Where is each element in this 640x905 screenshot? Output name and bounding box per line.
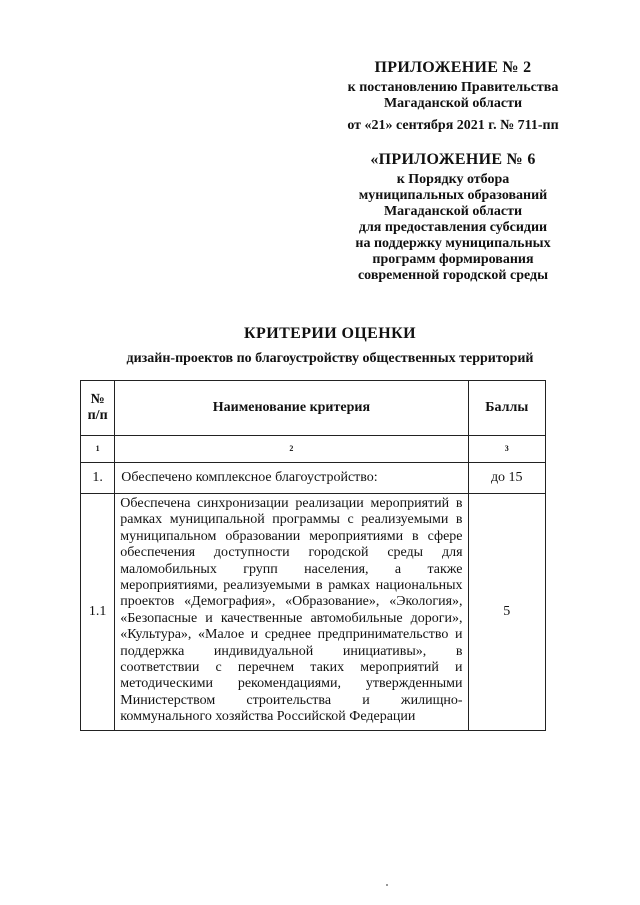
header-number-line2: п/п — [87, 408, 108, 423]
scan-dot — [386, 884, 388, 886]
appendix-6-line: программ формирования — [372, 252, 534, 267]
row-number: 1.1 — [81, 494, 115, 731]
table-header-row — [81, 381, 546, 436]
table-index-row — [81, 436, 546, 463]
row-criterion: Обеспечено комплексное благоустройство: — [115, 463, 468, 494]
row-score: до 15 — [468, 463, 545, 494]
header-number-line1: № — [90, 391, 105, 407]
row-number: 1. — [81, 463, 115, 494]
appendix-6-title: «ПРИЛОЖЕНИЕ № 6 — [370, 151, 536, 168]
heading-subtitle: дизайн-проектов по благоустройству общественных территорий — [126, 351, 534, 366]
appendix-2-line: Магаданской области — [383, 96, 523, 111]
appendix-2-title: ПРИЛОЖЕНИЕ № 2 — [374, 59, 532, 76]
header-score: Баллы — [468, 381, 545, 436]
row-score: 5 — [468, 494, 545, 731]
header-number — [81, 381, 115, 436]
appendix-6-line: современной городской среды — [357, 268, 549, 283]
row-criterion: Обеспечена синхронизации реализации мероприятий в рамках муниципальной программы с реализуемыми в муниципальном образовании мероприятиями в сфере обеспечения доступности городской среды для маломобильных групп населения, а также мероприятиями, реализуемыми в рамках национальных проектов «Демография», «Образование», «Экология», «Безопасные и качественные автомобильные дороги», «Культура», «Малое и среднее предпринимательство и поддержка индивидуальной инициативы», в соответствии с перечнем таких мероприятий и методическими рекомендациями, утвержденными Министерством строительства и жилищно-коммунального хозяйства Российской Федерации — [115, 494, 468, 731]
appendix-6-line: для предоставления субсидии — [358, 220, 548, 235]
index-number: 1 — [81, 436, 115, 463]
appendix-6-line: Магаданской области — [383, 204, 523, 219]
criteria-table — [80, 380, 546, 731]
document-heading — [60, 324, 600, 368]
appendix-6-line: к Порядку отбора — [396, 172, 510, 187]
header-criterion-name: Наименование критерия — [115, 381, 468, 436]
appendix-6-block — [318, 150, 588, 284]
appendix-2-line: к постановлению Правительства — [347, 80, 559, 95]
appendix-6-line: на поддержку муниципальных — [355, 236, 551, 251]
appendix-2-line: от «21» сентября 2021 г. № 711-пп — [347, 118, 559, 133]
appendix-6-line: муниципальных образований — [358, 188, 548, 203]
heading-title: КРИТЕРИИ ОЦЕНКИ — [244, 325, 416, 342]
appendix-2-block — [318, 58, 588, 134]
index-name: 2 — [115, 436, 468, 463]
table-row — [81, 494, 546, 731]
index-score: 3 — [468, 436, 545, 463]
table-row — [81, 463, 546, 494]
